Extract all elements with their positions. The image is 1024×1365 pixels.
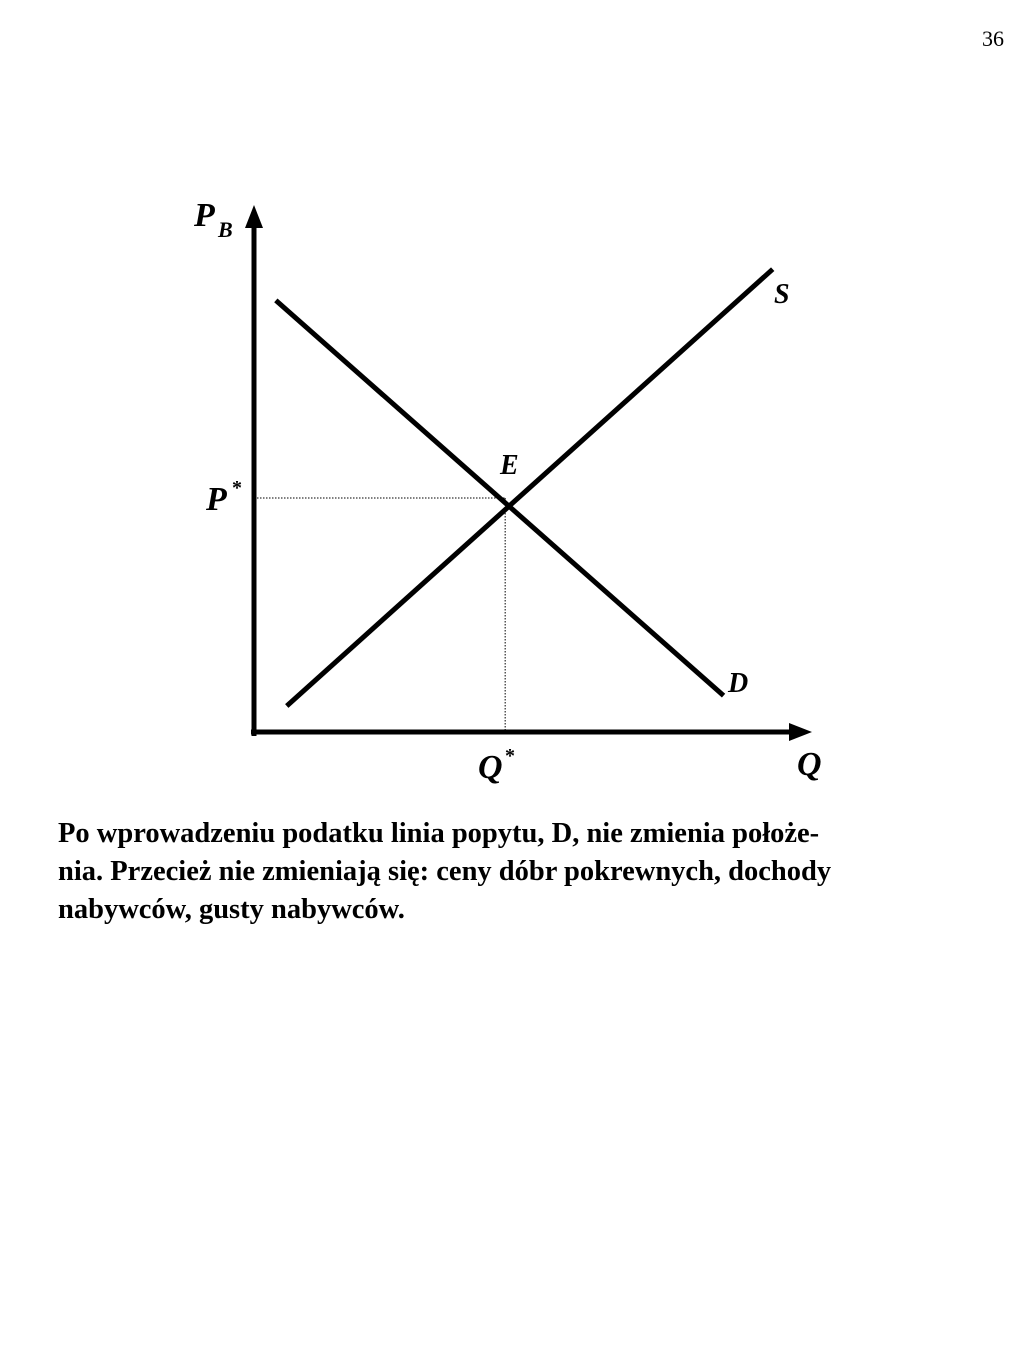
- equilibrium-price-label: P: [206, 481, 227, 518]
- y-axis-label-subscript: B: [218, 217, 233, 242]
- equilibrium-quantity-star: *: [505, 745, 515, 767]
- x-axis-arrow: [789, 723, 812, 741]
- supply-line: [287, 269, 773, 706]
- supply-label: S: [774, 279, 790, 310]
- demand-line: [276, 300, 724, 695]
- caption-line: nabywców, gusty nabywców.: [58, 893, 405, 925]
- equilibrium-price-star: *: [232, 477, 242, 499]
- x-axis-label: Q: [797, 746, 822, 783]
- y-axis-label: P: [194, 197, 215, 234]
- page-number: 36: [982, 26, 1004, 51]
- demand-label: D: [728, 668, 749, 699]
- equilibrium-label: E: [500, 450, 519, 481]
- caption-line: Po wprowadzeniu podatku linia popytu, D, nie zmienia położe-: [58, 818, 820, 849]
- equilibrium-quantity-label: Q: [478, 749, 503, 786]
- caption-text: [58, 815, 998, 929]
- y-axis-arrow: [245, 205, 263, 228]
- caption-line: nia. Przecież nie zmieniają się: ceny dóbr pokrewnych, dochody: [58, 855, 832, 887]
